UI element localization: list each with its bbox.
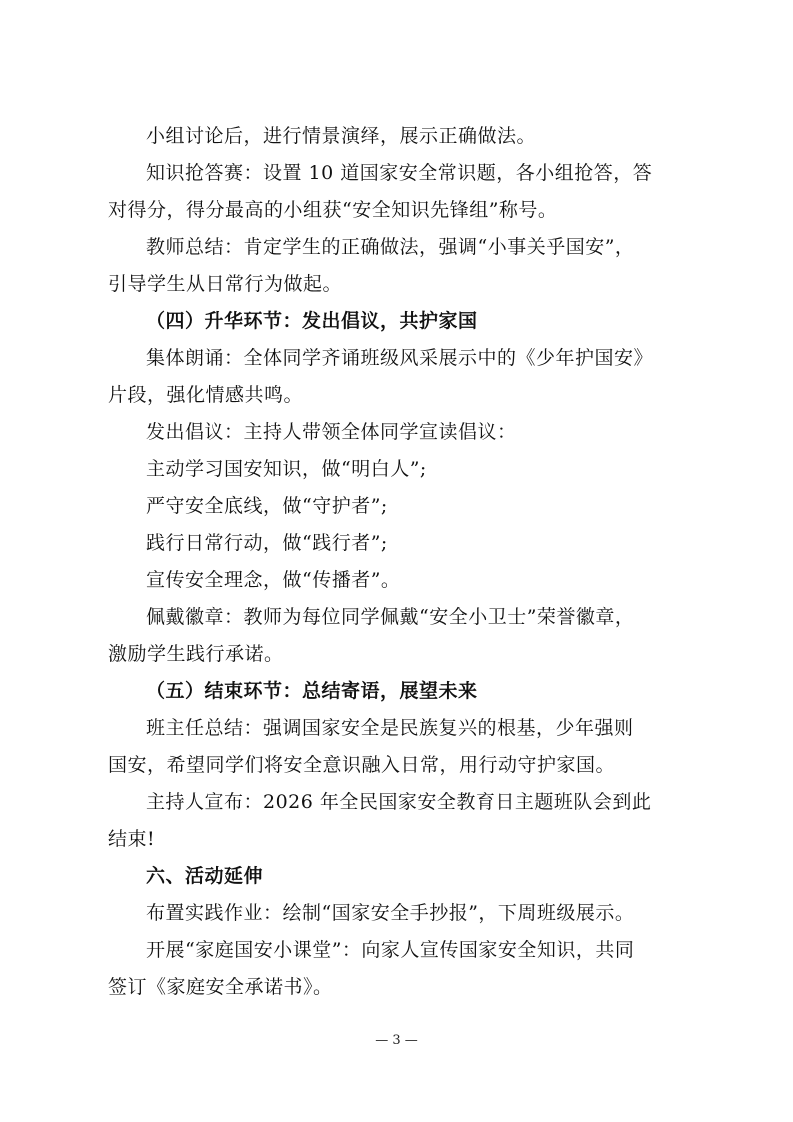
section-heading: （五）结束环节：总结寄语，展望未来	[146, 680, 478, 702]
paragraph-line: 小组讨论后，进行情景演绎，展示正确做法。	[146, 125, 537, 147]
document-body	[108, 118, 688, 1006]
paragraph-line: 佩戴徽章：教师为每位同学佩戴“安全小卫士”荣誉徽章，	[146, 606, 635, 628]
paragraph-line: 集体朗诵：全体同学齐诵班级风采展示中的《少年护国安》	[146, 347, 654, 369]
paragraph-line: 发出倡议：主持人带领全体同学宣读倡议：	[146, 421, 517, 443]
paragraph-line: 签订《家庭安全承诺书》。	[108, 976, 333, 998]
paragraph-line: 结束!	[108, 828, 156, 850]
paragraph-line: 教师总结：肯定学生的正确做法，强调“小事关乎国安”，	[146, 236, 635, 258]
paragraph-line: 布置实践作业：绘制“国家安全手抄报”，下周班级展示。	[146, 902, 635, 924]
paragraph-line: 知识抢答赛：设置 10 道国家安全常识题，各小组抢答，答	[146, 162, 653, 184]
paragraph-line: 对得分，得分最高的小组获“安全知识先锋组”称号。	[108, 199, 558, 221]
paragraph-line: 主持人宣布：2026 年全民国家安全教育日主题班队会到此	[146, 791, 652, 813]
pledge-item: 践行日常行动，做“践行者”;	[146, 532, 388, 554]
pledge-item: 主动学习国安知识，做“明白人”;	[146, 458, 427, 480]
paragraph-line: 国安，希望同学们将安全意识融入日常，用行动守护家国。	[108, 754, 616, 776]
paragraph-line: 班主任总结：强调国家安全是民族复兴的根基，少年强则	[146, 717, 634, 739]
paragraph-line: 开展“家庭国安小课堂”：向家人宣传国家安全知识，共同	[146, 939, 635, 961]
pledge-item: 严守安全底线，做“守护者”;	[146, 495, 388, 517]
paragraph-line: 引导学生从日常行为做起。	[108, 273, 343, 295]
page-number: — 3 —	[375, 1033, 418, 1048]
section-heading: （四）升华环节：发出倡议，共护家国	[146, 310, 478, 332]
section-heading: 六、活动延伸	[146, 865, 264, 887]
pledge-item: 宣传安全理念，做“传播者”。	[146, 569, 401, 591]
paragraph-line: 片段，强化情感共鸣。	[108, 384, 304, 406]
paragraph-line: 激励学生践行承诺。	[108, 643, 284, 665]
